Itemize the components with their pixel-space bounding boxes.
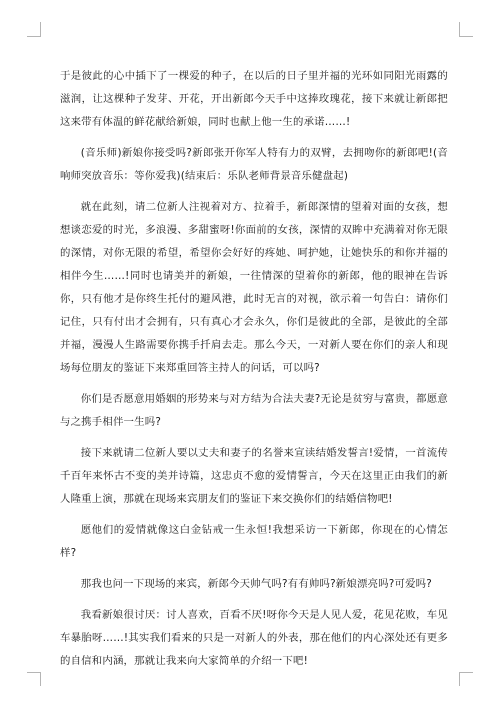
crop-mark-top-left-horizontal: [27, 36, 41, 37]
crop-mark-bottom-right-vertical: [459, 672, 460, 686]
paragraph: 你们是否愿意用婚姻的形势来与对方结为合法夫妻?无论是贫穷与富贵，都愿意与之携手相伴一生吗?: [60, 393, 448, 428]
paragraph: 接下来就请二位新人要以丈夫和妻子的名誉来宣读结婚发誓言!爱情，一首流传千百年来怀古不变的美并诗篇，这忠贞不愈的爱情誓言，今天在这里正由我们的新人隆重上演，那就在现场来宾朋友们的鉴证下来交换你们的结婚信物吧!: [60, 447, 448, 505]
paragraph: 就在此刻，请二位新人注视着对方、拉着手，新郎深情的望着对面的女孩，想想谈恋爱的时光，多浪漫、多甜蜜呀!你面前的女孩，深情的双眸中充满着对你无限的深情，对你无限的希望，希望你会好好的疼她、呵护她，让她快乐的和你并福的相伴今生……!同时也请美并的新娘，一往情深的望着你的新郎，他的眼神在告诉你，只有他才是你终生托付的避风港，此时无言的对视，欲示着一句告白：请你们记住，只有付出才会拥有，只有真心才会永久，你们是彼此的全部，是彼此的全部并福，漫漫人生路需要你携手扦肩去走。那么今天，一对新人要在你们的亲人和现场每位朋友的鉴证下来郑重回答主持人的问话，可以吗?: [60, 201, 448, 374]
paragraph: 愿他们的爱情就像这白金钻戒一生永恒!我想采访一下新郎，你现在的心情怎样?: [60, 524, 448, 559]
document-body: [60, 65, 448, 681]
crop-mark-top-left-vertical: [40, 22, 41, 36]
crop-mark-top-right-vertical: [459, 22, 460, 36]
paragraph: (音乐师)新娘你接受吗?新郎张开你军人特有力的双臂，去拥吻你的新郎吧!(音响师突放音乐：等你爱我)(结束后：乐队老师背景音乐健盘起): [60, 147, 448, 182]
paragraph: 我看新娘很讨厌：讨人喜欢，百看不厌!呀你今天是人见人爱，花见花败，车见车暴胎呀……!其实我们看来的只是一对新人的外表，那在他们的内心深处还有更多的自信和内涵，那就让我来向大家简单的介绍一下吧!: [60, 609, 448, 667]
crop-mark-bottom-right-horizontal: [459, 672, 473, 673]
crop-mark-top-right-horizontal: [459, 36, 473, 37]
paragraph: 那我也问一下现场的来宾，新郎今天帅气吗?有有帅吗?新娘漂亮吗?可爱吗?: [80, 578, 432, 590]
paragraph: 于是彼此的心中插下了一棵爱的种子，在以后的日子里并福的光环如同阳光雨露的滋润，让这棵种子发芽、开花，开出新郎今天手中这捧玫瑰花，接下来就让新郎把这来带有体温的鲜花献给新娘，同时也献上他一生的承诺……!: [60, 70, 448, 128]
crop-mark-bottom-left-vertical: [40, 672, 41, 686]
crop-mark-bottom-left-horizontal: [27, 672, 41, 673]
